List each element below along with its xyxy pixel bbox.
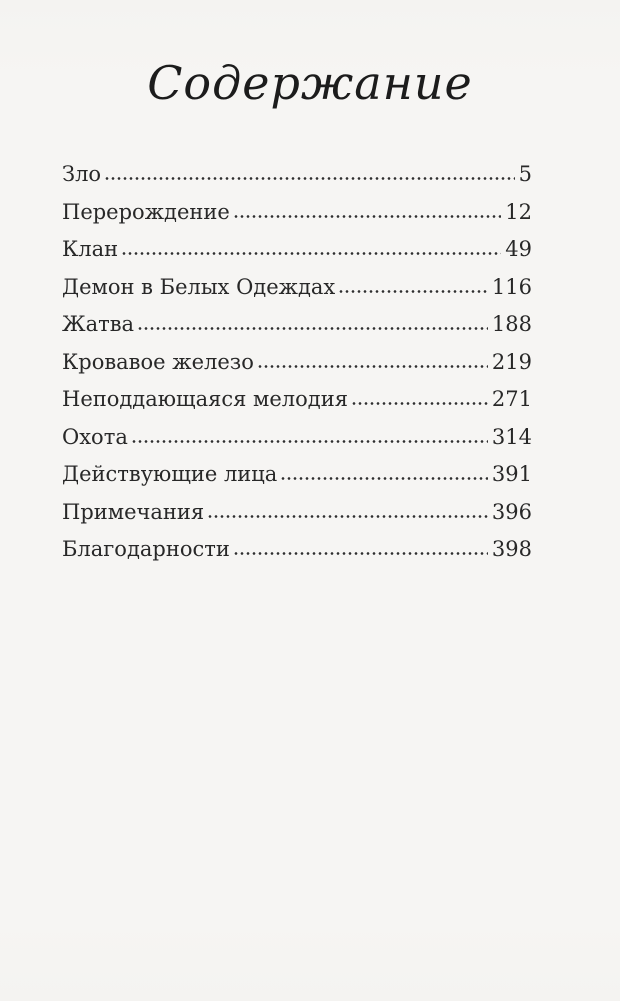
toc-entry-page: 391 [491,462,532,487]
toc-entry [62,313,532,335]
toc-entry-title: Перерождение [62,199,230,224]
toc-entry-title: Примечания [62,499,205,524]
toc-entry-title: Жатва [62,312,135,337]
dot-leader [351,401,488,406]
dot-leader [137,326,488,331]
dot-leader [233,551,488,556]
toc-entry-title: Кровавое железо [62,349,254,374]
page-title: Содержание [147,56,473,110]
toc-entry-page: 188 [491,312,532,337]
dot-leader [233,214,501,219]
toc-entry [62,388,532,410]
dot-leader [280,476,488,481]
dot-leader [338,289,488,294]
toc-entry-page: 219 [491,349,532,374]
dot-leader [121,251,501,256]
toc-entry-page: 271 [491,387,532,412]
toc-entry-page: 396 [491,499,532,524]
toc-entry-title: Благодарности [62,537,230,562]
toc-entry [62,463,532,485]
toc-entry-title: Охота [62,424,128,449]
toc-list [62,163,532,560]
toc-entry-page: 5 [518,162,532,187]
toc-entry [62,351,532,373]
toc-entry [62,201,532,223]
toc-entry [62,276,532,298]
toc-entry-title: Демон в Белых Одеждах [62,274,336,299]
toc-entry-page: 398 [491,537,532,562]
toc-entry-page: 12 [505,199,532,224]
dot-leader [207,514,488,519]
toc-entry [62,538,532,560]
toc-entry-title: Неподдающаяся мелодия [62,387,348,412]
toc-entry [62,426,532,448]
toc-entry-title: Действующие лица [62,462,278,487]
toc-entry [62,163,532,185]
dot-leader [257,364,488,369]
toc-entry-page: 116 [491,274,532,299]
toc-entry-title: Клан [62,237,119,262]
toc-entry-title: Зло [62,162,102,187]
dot-leader [104,176,515,181]
toc-entry-page: 314 [491,424,532,449]
toc-entry-page: 49 [505,237,532,262]
toc-entry [62,238,532,260]
dot-leader [131,439,488,444]
toc-entry [62,501,532,523]
